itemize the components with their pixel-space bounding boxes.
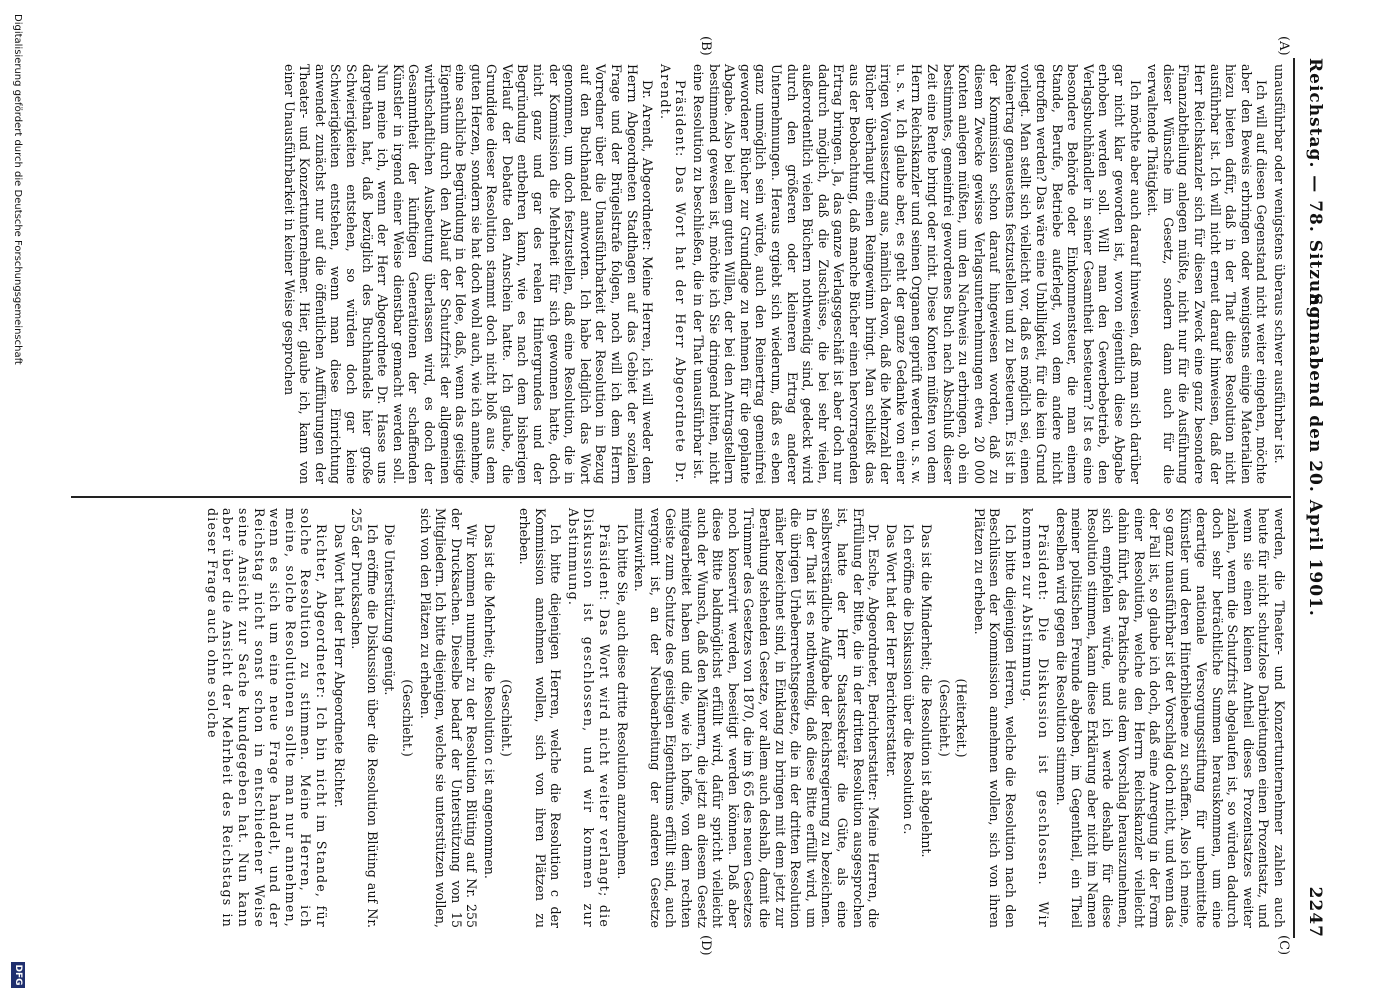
paragraph: werden, die Theater- und Konzertunternehmer zahlen auch heute für nicht schutzlose Darbietungen einen Prozentsatz, und wenn sie einen kleinen Antheil dieses Prozentsatzes weiter zahlen, wenn die Schutzfrist abgelaufen ist, so würden dadurch doch sehr beträchtliche Summen herauskommen, um eine derartige nationale Versorgungsstiftung für unbemittelte Künstler und deren Hinterbliebene zu schaffen. Also ich meine, so ganz unausführbar ist der Vorschlag doch nicht, und wenn das der Fall ist, so glaube ich doch, daß eine Anregung in der Form einer Resolution, welche den Herrn Reichskanzler vielleicht dahin führt, das Praktische aus dem Vorschlag herauszunehmen, sich empfehlen würde, und ich werde deshalb für diese Resolution stimmen, kann diese Erklärung aber nicht im Namen meiner politischen Freunde abgeben, im Gegentheil, ein Theil derselben wird gegen die Resolution stimmen.	[1053, 508, 1287, 928]
margin-mark-b: (B)	[698, 36, 713, 56]
paragraph: Ich eröffne die Diskussion über die Resolution Blüting auf Nr. 255 der Drucksachen.	[349, 508, 380, 928]
header-left: Reichstag. — 78. Sitzung.	[1305, 58, 1325, 327]
stage-direction: (Heiterkeit.)	[954, 678, 970, 758]
paragraph: Das Wort hat der Herr Abgeordnete Richter.	[331, 524, 347, 808]
stage-direction: (Geschieht.)	[499, 679, 515, 757]
speaker-paragraph: Präsident: Die Diskussion ist geschlossen. Wir kommen zur Abstimmung.	[1020, 508, 1052, 928]
paragraph: Dr. Esche, Abgeordneter, Berichterstatter: Meine Herren, die Erfüllung der Bitte, die in der dritten Resolution ausgesprochen ist, hatte der Herr Staatssekretär die Güte, als eine selbstverständliche Aufgabe der Reichsregierung zu bezeichnen. In der That ist es nothwendig, daß diese Bitte erfüllt wird, um die übrigen Urheberrechtsgesetze, die in der dritten Resolution näher bezeichnet sind, in Einklang zu bringen mit dem jetzt zur Berathung stehenden Gesetze, vor allem auch deshalb, damit die Trümmer des Gesetzes von 1870, die im § 65 des neuen Gesetzes noch konservirt werden, beseitigt werden können. Daß aber diese Bitte baldmöglichst erfüllt wird, dafür spricht vielleicht auch der Wunsch, daß den Männern, die jetzt an diesem Gesetz mitgearbeitet haben und die, wie ich hoffe, von dem rechten Geiste zum Schutze des geistigen Eigenthums erfüllt sind, auch vergönnt ist, an der Neubearbeitung der anderen Gesetze mitzuwirken.	[632, 508, 882, 928]
margin-mark-a: (A)	[1276, 36, 1291, 56]
stage-direction: (Geschieht.)	[399, 679, 415, 757]
funding-note: Digitalisierung gefördert durch die Deutsche Forschungsgemeinschaft	[12, 14, 23, 365]
page-number: 2247	[1305, 886, 1325, 938]
paragraph: Ich bitte diejenigen Herren, welche die Resolution c der Kommission annehmen wollen, sich von ihren Plätzen zu erheben.	[517, 508, 564, 928]
paragraph: unausführbar oder wenigstens überaus schwer ausführbar ist.	[1272, 64, 1287, 464]
column-divider	[71, 496, 1291, 498]
page-header	[1297, 58, 1325, 938]
paragraph: Ich bitte diejenigen Herren, welche die Resolution nach den Beschlüssen der Kommission annehmen wollen, sich von ihren Plätzen zu erheben.	[971, 508, 1018, 928]
paragraph: Das ist die Mehrheit; die Resolution c ist angenommen.	[481, 524, 497, 879]
paragraph: Das ist die Minderheit; die Resolution ist abgelehnt.	[918, 524, 934, 858]
speaker-paragraph: Präsident: Das Wort wird nicht weiter verlangt; die Diskussion ist geschlossen, und wir kommen zur Abstimmung.	[565, 508, 613, 928]
paragraph: Das Wort hat der Herr Berichterstatter.	[883, 524, 899, 778]
paragraph: Wir kommen nunmehr zu der Resolution Blüting auf Nr. 255 der Drucksachen. Dieselbe bedarf der Unterstützung von 15 Mitgliedern. Ich bitte diejenigen, welche sie unterstützen wollen, sich von den Plätzen zu erheben.	[417, 508, 480, 928]
left-column	[279, 64, 1287, 484]
paragraph: Ich will auf diesen Gegenstand nicht weiter eingehen, möchte aber den Beweis erbringen oder wenigstens einige Materialien hiezu bieten dafür, daß in der That diese Resolution nicht ausführbar ist. Ich will nicht erneut darauf hinweisen, daß der Herr Reichskanzler sich für diesen Zweck eine ganz besondere Finanzabtheilung anlegen müßte, nicht nur für die Ausführung dieser Wünsche im Gesetz, sondern dann auch für die verwaltende Thätigkeit.	[1145, 64, 1270, 484]
paragraph: Ich eröffne die Diskussion über die Resolution c.	[901, 524, 917, 835]
paragraph: Ich möchte aber auch darauf hinweisen, daß man sich darüber gar nicht klar geworden ist, wovon eigentlich diese Abgabe erhoben werden soll. Will man den Gewerbebetrieb, den Verlagsbuchhändler in seiner Gesamtheit besteuern? Ist es eine besondere Behörde oder Einkommensteuer, die man einem Stande, Berufe, Betriebe auferlegt, von dem andere nicht getroffen werden? Das wäre eine Unbilligkeit, für die kein Grund vorliegt. Man stellt sich vielleicht vor, daß es möglich sei, einen Reinertrag genauestens festzustellen und zu besteuern. Es ist in der Kommission schon darauf hingewiesen worden, daß zu diesem Zwecke gewisse Verlagsunternehmungen etwa 20 000 Konten anlegen müßten, um den Nachweis zu erbringen, ob ein bestimmtes, gemeinfrei gewordenes Buch nach Abschluß dieser Zeit eine Rente bringt oder nicht. Diese Konten müßten von dem Herrn Reichskanzler und seinen Organen geprüft werden u. s. w. u. s. w. Ich glaube aber, es geht der ganze Gedanke von einer irrigen Voraussetzung aus, nämlich davon, daß die Mehrzahl der Bücher überhaupt einen Reingewinn bringt. Man schließt das aus der Beobachtung, daß manche Bücher einen hervorragenden Ertrag bringen. Ja, das ganze Verlagsgeschäft ist aber doch nur dadurch möglich, daß die Zuschüsse, die bei sehr vielen, außerordentlich vielen Büchern nothwendig sind, gedeckt wird durch den größeren oder kleineren Ertrag anderer Unternehmungen. Heraus ergiebt sich wiederum, daß es eben ganz unmöglich sein würde, auch den Reinertrag gemeinfrei gewordener Bücher zur Grundlage zu nehmen für die geplante Abgabe. Also bei allem guten Willen, der bei den Antragstellern bestimmend gewesen ist, möchte ich Sie dringend bitten, nicht eine Resolution zu beschließen, die in der That unausführbar ist.	[691, 64, 1143, 484]
dfg-logo: DFG	[11, 962, 25, 988]
header-date: Sonnabend den 20. April 1901.	[1305, 293, 1325, 617]
right-column	[202, 508, 1287, 928]
margin-mark-c: (C)	[1276, 935, 1291, 956]
speaker-paragraph: Präsident: Das Wort hat der Herr Abgeordnete Dr. Arendt.	[657, 64, 689, 484]
speaker-paragraph: Richter, Abgeordneter: Ich bin nicht im Stande, für solche Resolution zu stimmen. Meine Herren, ich meine, solche Resolutionen sollte man nur annehmen, wenn es sich um eine neue Frage handelt, und der Reichstag nicht sonst schon in entschiedener Weise seine Ansicht zur Sache kundgegeben hat. Nun kann aber über die Ansicht der Mehrheit des Reichstags in dieser Frage auch ohne solche	[204, 508, 329, 928]
margin-mark-d: (D)	[698, 935, 713, 956]
paragraph: Dr. Arendt, Abgeordneter: Meine Herren, ich will weder dem Herrn Abgeordneten Stadthagen auf das Gebiet der sozialen Frage und der Brügelstrafe folgen, noch will ich dem Herrn Vorredner über die Unausführbarkeit der Resolution in Bezug auf den Buchhandel antworten. Ich habe lediglich das Wort genommen, um doch festzustellen, daß eine Resolution, die in der Kommission die Mehrheit für sich gewonnen hatte, doch nicht ganz und gar des realen Hintergrundes und der Begründung entbehren kann, wie es nach dem bisherigen Verlauf der Debatte den Anschein hatte. Ich glaube, die Grundidee dieser Resolution stammt doch nicht bloß aus dem guten Herzen, sondern sie hat doch wohl auch, wie ich annehme, eine sachliche Begründung in der Idee, daß, wenn das geistige Eigenthum durch den Ablauf der Schutzfrist der allgemeinen wirthschaftlichen Ausbeutung überlassen wird, es doch der Gesammtheit der künftigen Generationen der schaffenden Künstler in irgend einer Weise dienstbar gemacht werden soll. Nun meine ich, wenn der Herr Abgeordnete Dr. Hasse uns dargethan hat, daß bezüglich des Buchhandels hier große Schwierigkeiten entstehen, so würden doch gar keine Schwierigkeiten entstehen, wenn man diese Einrichtung anwendet zunächst nur auf die öffentlichen Aufführungen der Theater- und Konzertunternehmer. Hier, glaube ich, kann von einer Unausführbarkeit in keiner Weise gesprochen	[281, 64, 656, 484]
paragraph: Ich bitte Sie, auch diese dritte Resolution anzunehmen.	[614, 524, 630, 880]
header-rule	[1293, 58, 1295, 938]
paragraph: Die Unterstützung genügt.	[382, 524, 398, 696]
stage-direction: (Geschieht.)	[936, 679, 952, 757]
